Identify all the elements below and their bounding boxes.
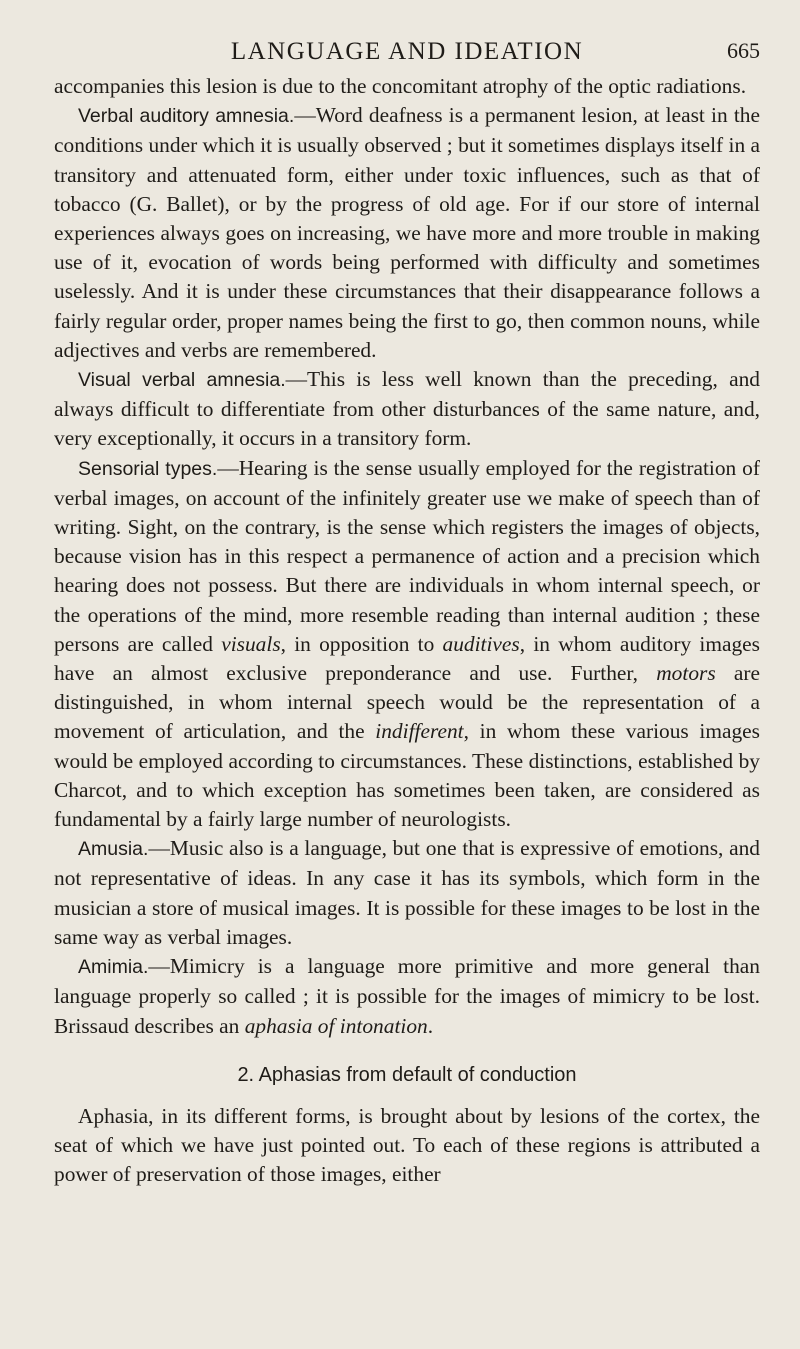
paragraph-text: —Word deafness is a permanent lesion, at least in the conditions under which it is usually observed ; but it sometimes displays itself in a transitory and attenuated form, either under toxic influences, such as that of tobacco (G. Ballet), or by the progress of old age. For if our store of internal experiences always goes on increasing, we have more and more trouble in making use of it, evocation of words being performed with difficulty and sometimes uselessly. And it is under these circumstances that their disappearance follows a fairly regular order, proper names being the first to go, then common nouns, while adjectives and verbs are remembered. [54,103,760,362]
paragraph-sensorial-types [54,454,760,835]
paragraph-text: —Mimicry is a language more primitive and more general than language properly so called ; it is possible for the images of mimicry to be lost. Brissaud describes an [54,954,760,1038]
term-aphasia-of-intonation: aphasia of intonation [244,1013,428,1038]
page-number: 665 [727,38,760,63]
paragraph-lead: Verbal auditory amnesia. [78,105,295,128]
paragraph-text: —This is less well known than the preceding, and always difficult to differentiate from other disturbances of the same nature, and, very exceptionally, it occurs in a transitory form. [54,367,760,451]
paragraph-amusia [54,834,760,952]
paragraph-text: —Hearing is the sense usually employed for the registration of verbal images, on account of the infinitely greater use we make of speech than of writing. Sight, on the contrary, is the sense which registers the images of objects, because vision has in this respect a permanence of action and a precision which hearing does not possess. But there are individuals in whom internal speech, or the operations of the mind, more resemble reading than internal audition ; these persons are called [54,455,760,656]
paragraph-visual-verbal-amnesia [54,365,760,454]
paragraph-text: , in whom auditory images have an almost exclusive preponderance and use. Further, [54,631,761,686]
term-visuals: visuals [221,631,281,656]
paragraph-text: , in opposition to [280,631,443,656]
paragraph-amimia [54,952,760,1041]
paragraph-text: , in whom these various images would be employed according to circumstances. These distinctions, established by Charcot, and to which exception has sometimes been taken, are considered as fundamental by a fairly large number of neurologists. [54,719,761,832]
paragraph-text: —Music also is a language, but one that is expressive of emotions, and not representative of ideas. In any case it has its symbols, which form in the musician a store of musical images. It is possible for these images to be lost in the same way as verbal images. [54,836,760,949]
term-indifferent: indifferent [375,719,464,744]
paragraph-text: . [427,1013,434,1038]
paragraph-verbal-auditory-amnesia [54,101,760,365]
running-head: LANGUAGE AND IDEATION [230,38,584,65]
paragraph-lead: Amimia. [78,956,149,979]
paragraph-continuation: accompanies this lesion is due to the concomitant atrophy of the optic radiations. [54,74,747,98]
term-motors: motors [656,661,716,686]
section-heading: 2. Aphasias from default of conduction [237,1063,577,1086]
page-header [54,0,760,72]
paragraph-lead: Amusia. [78,838,149,861]
paragraph-lead: Sensorial types. [78,457,218,480]
paragraph-lead: Visual verbal amnesia. [78,369,286,392]
paragraph-text: are distinguished, in whom internal speech would be the representation of a movement of articulation, and the [54,661,761,744]
paragraph-aphasia: Aphasia, in its different forms, is brought about by lesions of the cortex, the seat of which we have just pointed out. To each of these regions is attributed a power of preservation of those images, either [54,1103,760,1187]
term-auditives: auditives [442,631,520,656]
body-text [54,72,760,1190]
